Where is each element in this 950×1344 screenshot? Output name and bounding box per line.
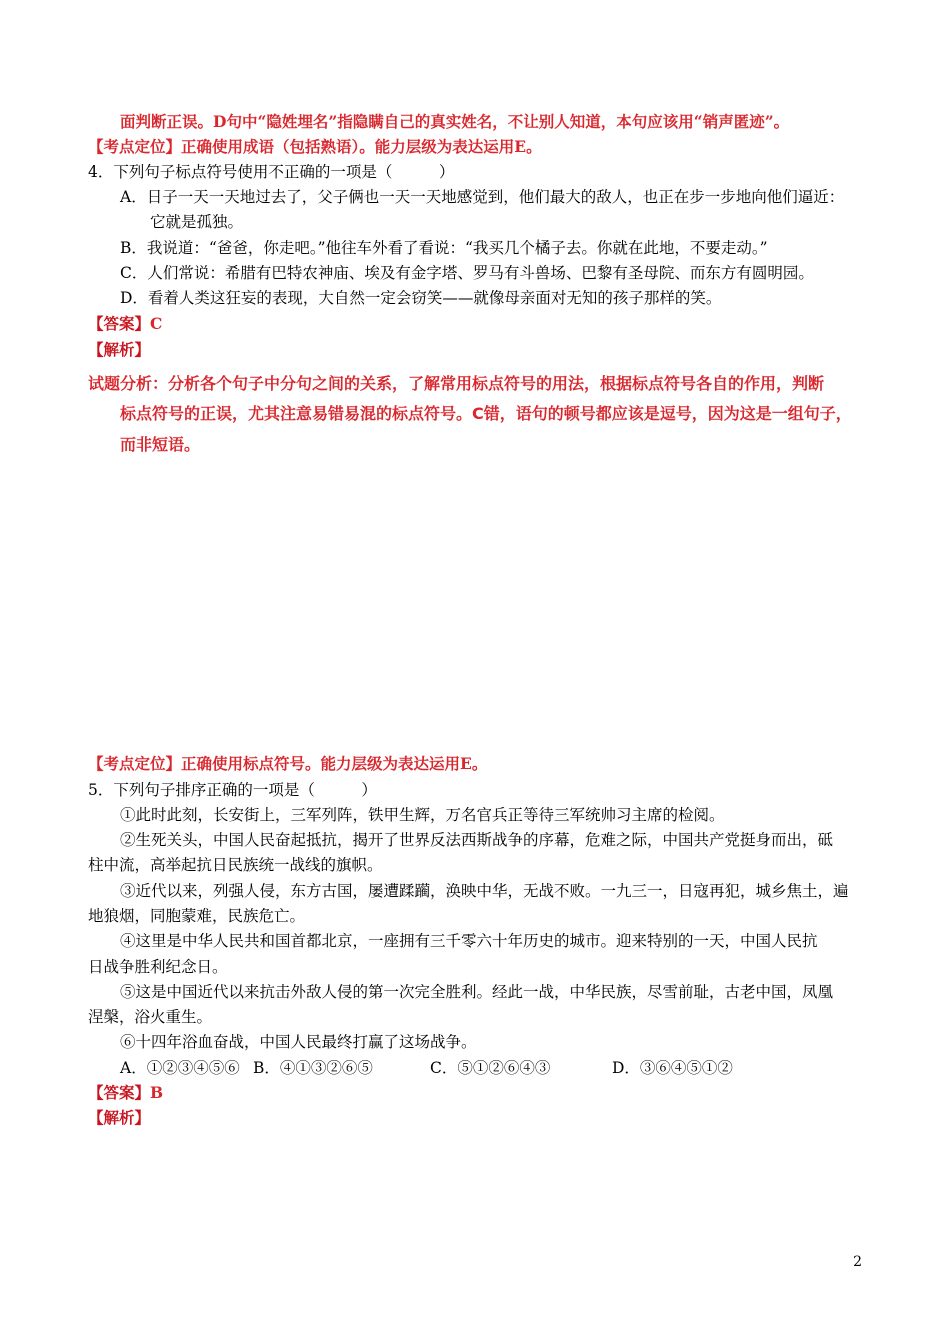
q4-stem: 4．下列句子标点符号使用不正确的一项是（ ） [88,163,455,181]
page-number: 2 [853,1254,862,1270]
q4-option-a: A．日子一天一天地过去了，父子俩也一天一天地感觉到，他们最大的敌人，也正在步一步地向他们逼近： [120,188,845,206]
prev-explanation-tail: 面判断正误。D句中“隐姓埋名”指隐瞒自己的真实姓名，不让别人知道，本句应该用“销声匿迹”。 [120,112,790,131]
kaodian-text: 正确使用成语（包括熟语）。能力层级为表达运用E。 [181,137,542,156]
q4-option-c: C．人们常说：希腊有巴特农神庙、埃及有金字塔、罗马有斗兽场、巴黎有圣母院、而东方有圆明园。 [120,264,814,282]
q5-option-d: D．③⑥④⑤①② [612,1059,733,1077]
q5-sentence-2: ②生死关头，中国人民奋起抵抗，揭开了世界反法西斯战争的序幕，危难之际，中国共产党挺身而出，砥 [120,831,834,849]
q5-option-c: C．⑤①②⑥④③ [430,1059,551,1077]
kaodian-text: 正确使用标点符号。能力层级为表达运用E。 [181,754,488,773]
q5-stem: 5．下列句子排序正确的一项是（ ） [88,781,377,799]
q5-sentence-4-cont: 日战争胜利纪念日。 [88,958,228,976]
answer-value: B [150,1083,164,1102]
q4-option-b: B．我说道：“爸爸，你走吧。”他往车外看了看说：“我买几个橘子去。你就在此地，不要走动。” [120,239,768,257]
answer-label: 【答案】 [88,1083,151,1102]
q4-analysis-line-1: 试题分析：分析各个句子中分句之间的关系，了解常用标点符号的用法，根据标点符号各自的作用，判断 [88,374,825,393]
kaodian-label: 【考点定位】 [88,754,182,773]
q5-sentence-2-cont: 柱中流，高举起抗日民族统一战线的旗帜。 [88,856,383,874]
q5-analysis-label: 【解析】 [88,1108,151,1127]
q5-sentence-6: ⑥十四年浴血奋战，中国人民最终打赢了这场战争。 [120,1033,477,1051]
q5-sentence-1: ①此时此刻，长安街上，三军列阵，铁甲生辉，万名官兵正等待三军统帅习主席的检阅。 [120,806,725,824]
q4-option-a-cont: 它就是孤独。 [150,213,244,231]
q5-option-b: B．④①③②⑥⑤ [253,1059,373,1077]
answer-label: 【答案】 [88,314,151,333]
prev-kaodian [88,136,542,158]
q5-answer [88,1082,163,1104]
q5-sentence-3-cont: 地狼烟，同胞蒙难，民族危亡。 [88,907,306,925]
q5-sentence-5: ⑤这是中国近代以来抗击外敌人侵的第一次完全胜利。经此一战，中华民族，尽雪前耻，古老中国，凤凰 [120,983,834,1001]
kaodian-label: 【考点定位】 [88,137,182,156]
q5-option-a: A．①②③④⑤⑥ [120,1059,240,1077]
q5-sentence-5-cont: 涅槃，浴火重生。 [88,1008,213,1026]
q4-analysis-line-3: 而非短语。 [120,435,201,454]
q4-analysis-label: 【解析】 [88,340,151,359]
q4-kaodian [88,753,487,775]
answer-value: C [150,314,163,333]
q4-option-d: D．看着人类这狂妄的表现，大自然一定会窃笑——就像母亲面对无知的孩子那样的笑。 [120,289,722,307]
q5-sentence-3: ③近代以来，列强人侵，东方古国，屡遭蹂躏，涣映中华，无战不败。一九三一，日寇再犯，城乡焦土，遍 [120,882,849,900]
q4-answer [88,313,162,335]
q4-analysis-line-2: 标点符号的正误，尤其注意易错易混的标点符号。C错，语句的顿号都应该是逗号，因为这是一组句子， [120,404,852,423]
q5-sentence-4: ④这里是中华人民共和国首都北京，一座拥有三千零六十年历史的城市。迎来特别的一天，中国人民抗 [120,932,818,950]
